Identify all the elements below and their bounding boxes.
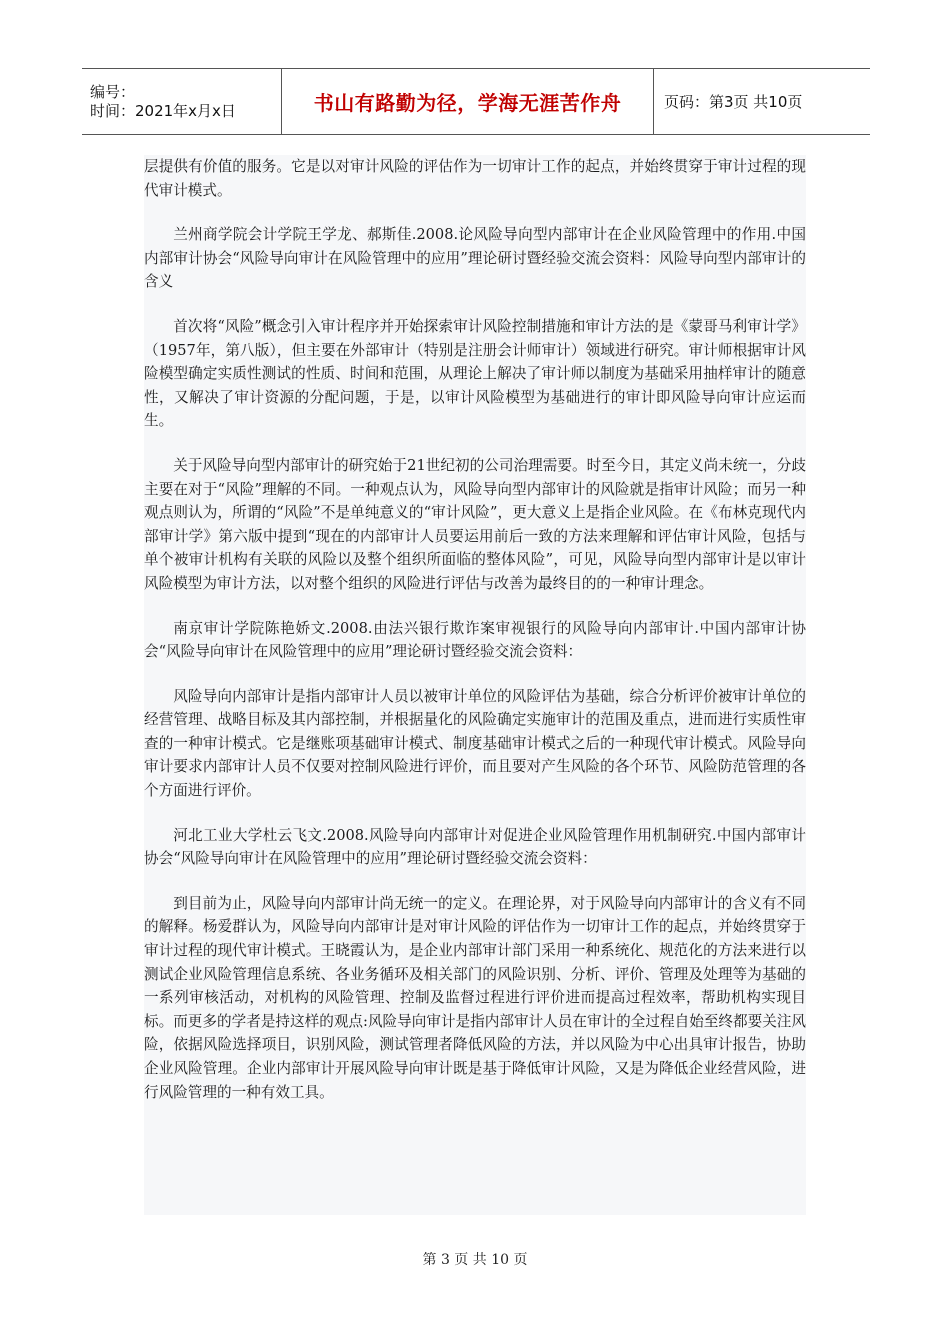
document-number-label: 编号： bbox=[90, 82, 136, 101]
header-meta bbox=[82, 69, 282, 134]
paragraph: 层提供有价值的服务。它是以对审计风险的评估作为一切审计工作的起点，并始终贯穿于审计过程的现代审计模式。 bbox=[144, 158, 806, 199]
document-date-label: 时间：2021年x月x日 bbox=[90, 101, 236, 120]
page-footer: 第 3 页 共 10 页 bbox=[422, 1252, 528, 1268]
header-page-number: 页码：第3页 共10页 bbox=[664, 93, 803, 111]
paragraph: 风险导向内部审计是指内部审计人员以被审计单位的风险评估为基础，综合分析评价被审计单位的经营管理、战略目标及其内部控制，并根据量化的风险确定实施审计的范围及重点，进而进行实质性审查的一种审计模式。它是继账项基础审计模式、制度基础审计模式之后的一种现代审计模式。风险导向审计要求内部审计人员不仅要对控制风险进行评价，而且要对产生风险的各个环节、风险防范管理的各个方面进行评价。 bbox=[144, 687, 806, 800]
header-motto: 书山有路勤为径，学海无涯苦作舟 bbox=[282, 69, 654, 134]
paragraph: 河北工业大学杜云飞文.2008.风险导向内部审计对促进企业风险管理作用机制研究.中国内部审计协会“风险导向审计在风险管理中的应用”理论研讨暨经验交流会资料： bbox=[144, 826, 806, 868]
page-header bbox=[82, 68, 870, 135]
paragraph: 到目前为止，风险导向内部审计尚无统一的定义。在理论界，对于风险导向内部审计的含义有不同的解释。杨爱群认为，风险导向内部审计是对审计风险的评估作为一切审计工作的起点，并始终贯穿于审计过程的现代审计模式。王晓霞认为，是企业内部审计部门采用一种系统化、规范化的方法来进行以测试企业风险管理信息系统、各业务循环及相关部门的风险识别、分析、评价、管理及处理等为基础的一系列审核活动，对机构的风险管理、控制及监督过程进行评价进而提高过程效率，帮助机构实现目标。而更多的学者是持这样的观点:风险导向审计是指内部审计人员在审计的全过程自始至终都要关注风险，依据风险选择项目，识别风险，测试管理者降低风险的方法，并以风险为中心出具审计报告，协助企业风险管理。企业内部审计开展风险导向审计既是基于降低审计风险，又是为降低企业经营风险，进行风险管理的一种有效工具。 bbox=[144, 894, 806, 1101]
paragraph: 南京审计学院陈艳娇文.2008.由法兴银行欺诈案审视银行的风险导向内部审计.中国内部审计协会“风险导向审计在风险管理中的应用”理论研讨暨经验交流会资料： bbox=[144, 619, 806, 661]
document-body bbox=[144, 155, 806, 1215]
paragraph: 兰州商学院会计学院王学龙、郝斯佳.2008.论风险导向型内部审计在企业风险管理中的作用.中国内部审计协会“风险导向审计在风险管理中的应用”理论研讨暨经验交流会资料：风险导向型内部审计的含义 bbox=[144, 226, 806, 291]
paragraph: 关于风险导向型内部审计的研究始于21世纪初的公司治理需要。时至今日，其定义尚未统一，分歧主要在对于“风险”理解的不同。一种观点认为，风险导向型内部审计的风险就是指审计风险；而另一种观点则认为，所谓的“风险”不是单纯意义的“审计风险”，更大意义上是指企业风险。在《布林克现代内部审计学》第六版中提到“现在的内部审计人员要运用前后一致的方法来理解和评估审计风险，包括与单个被审计机构有关联的风险以及整个组织所面临的整体风险”，可见，风险导向型内部审计是以审计风险模型为审计方法，以对整个组织的风险进行评估与改善为最终目的的一种审计理念。 bbox=[144, 456, 806, 592]
paragraph: 首次将“风险”概念引入审计程序并开始探索审计风险控制措施和审计方法的是《蒙哥马利审计学》（1957年，第八版），但主要在外部审计（特别是注册会计师审计）领域进行研究。审计师根据审计风险模型确定实质性测试的性质、时间和范围，从理论上解决了审计师以制度为基础采用抽样审计的随意性，又解决了审计资源的分配问题，于是，以审计风险模型为基础进行的审计即风险导向审计应运而生。 bbox=[144, 317, 806, 430]
